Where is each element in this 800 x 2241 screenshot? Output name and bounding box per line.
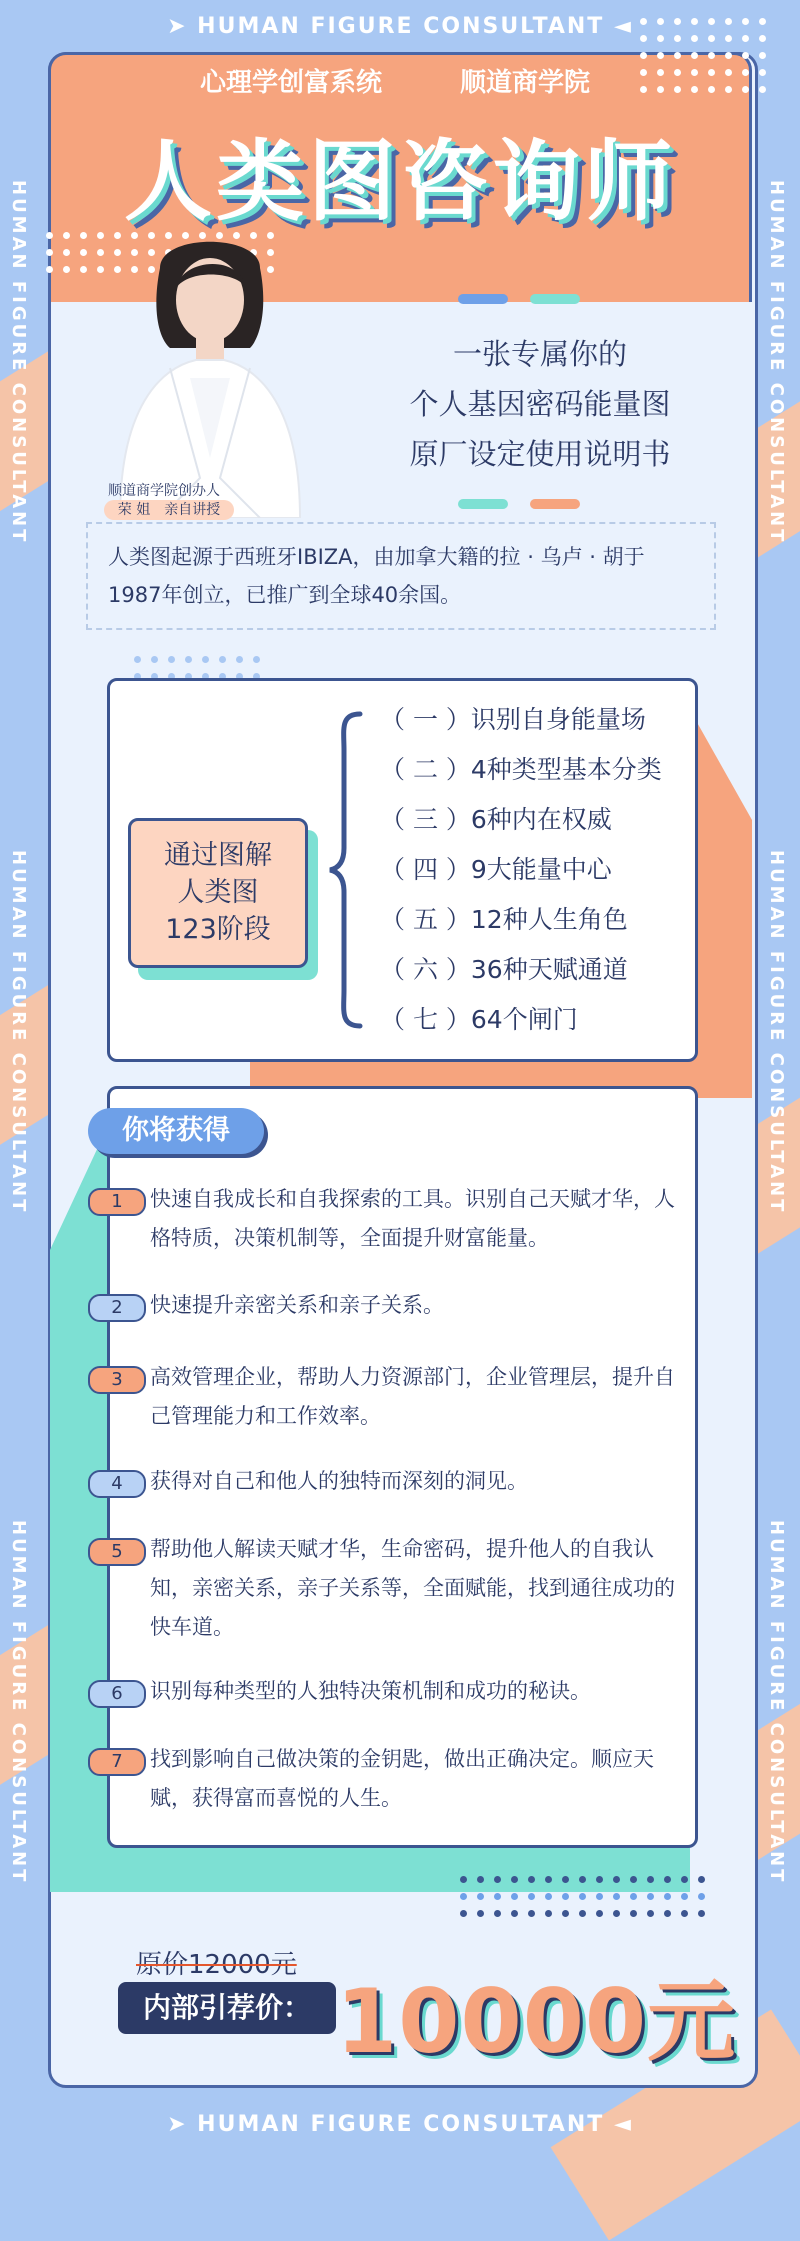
dot [674, 35, 681, 42]
pill-decoration [458, 499, 508, 509]
tagline-line-1: 一张专属你的 [452, 337, 627, 371]
dot [630, 1910, 637, 1917]
dot [528, 1910, 535, 1917]
dot [613, 1893, 620, 1900]
dot [511, 1893, 518, 1900]
dot [691, 69, 698, 76]
dot [562, 1910, 569, 1917]
stage-item-2: （ 二 ）4种类型基本分类 [380, 755, 662, 784]
dot [742, 86, 749, 93]
dot [134, 656, 141, 663]
benefit-number-badge: 7 [88, 1748, 146, 1776]
stages-box-line-1: 通过图解 [164, 840, 272, 871]
side-text-right-2: HUMAN FIGURE CONSULTANT [766, 850, 787, 1215]
side-text-left-1: HUMAN FIGURE CONSULTANT [8, 180, 29, 545]
dot [545, 1876, 552, 1883]
dot [477, 1910, 484, 1917]
dot [742, 35, 749, 42]
dot [545, 1893, 552, 1900]
stage-item-3: （ 三 ）6种内在权威 [380, 805, 612, 834]
dot [640, 52, 647, 59]
stages-box-line-3: 123阶段 [165, 914, 271, 945]
stage-item-7: （ 七 ）64个闸门 [380, 1005, 578, 1034]
dot [698, 1910, 705, 1917]
benefit-item-3: 高效管理企业，帮助人力资源部门，企业管理层，提升自己管理能力和工作效率。 [150, 1365, 675, 1428]
bottom-banner: ➤ HUMAN FIGURE CONSULTANT ◄ [167, 2112, 633, 2137]
presenter-name-badge: 荣 姐 亲自讲授 [104, 500, 234, 520]
dot [613, 1910, 620, 1917]
dot [596, 1893, 603, 1900]
dot [708, 86, 715, 93]
benefit-item-7: 找到影响自己做决策的金钥匙，做出正确决定。顺应天赋，获得富而喜悦的人生。 [150, 1747, 654, 1810]
dot [691, 52, 698, 59]
dot [647, 1876, 654, 1883]
dot [742, 52, 749, 59]
dot [759, 18, 766, 25]
benefit-item-2: 快速提升亲密关系和亲子关系。 [150, 1293, 444, 1317]
presenter-photo [100, 228, 320, 518]
dot [630, 1893, 637, 1900]
dot [460, 1876, 467, 1883]
dot [664, 1893, 671, 1900]
benefit-number-badge: 3 [88, 1366, 146, 1394]
stage-item-6: （ 六 ）36种天赋通道 [380, 955, 628, 984]
dot-grid-decoration [640, 18, 780, 108]
dot [657, 52, 664, 59]
benefit-number-badge: 2 [88, 1294, 146, 1322]
dot [63, 266, 70, 273]
benefit-number-badge: 5 [88, 1538, 146, 1566]
dot [630, 1876, 637, 1883]
dot [759, 69, 766, 76]
dot [681, 1893, 688, 1900]
dot [579, 1893, 586, 1900]
dot [674, 52, 681, 59]
benefit-item-4: 获得对自己和他人的独特而深刻的洞见。 [150, 1469, 528, 1493]
side-text-right-1: HUMAN FIGURE CONSULTANT [766, 180, 787, 545]
benefits-title-tag: 你将获得 [88, 1108, 264, 1154]
dot [691, 35, 698, 42]
dot [708, 69, 715, 76]
dot [494, 1876, 501, 1883]
dot [759, 52, 766, 59]
referral-price-value: 10000元 [336, 1970, 737, 2073]
subtitle-right: 顺道商学院 [460, 68, 591, 98]
dot [460, 1893, 467, 1900]
dot [640, 86, 647, 93]
dot [168, 656, 175, 663]
dot [460, 1910, 467, 1917]
dot [80, 266, 87, 273]
dot [562, 1893, 569, 1900]
dot [664, 1910, 671, 1917]
dot [202, 656, 209, 663]
dot-grid-decoration [460, 1876, 740, 1920]
dot [596, 1876, 603, 1883]
pill-decoration [530, 499, 580, 509]
dot [477, 1876, 484, 1883]
stage-card-shadow [690, 700, 752, 1080]
benefit-number-badge: 1 [88, 1188, 146, 1216]
dot [596, 1910, 603, 1917]
benefit-item-6: 识别每种类型的人独特决策机制和成功的秘诀。 [150, 1679, 591, 1703]
referral-price-label: 内部引荐价： [118, 1982, 336, 2034]
dot [528, 1876, 535, 1883]
dot [725, 35, 732, 42]
presenter-role: 顺道商学院创办人 [108, 483, 220, 499]
dot [725, 18, 732, 25]
dot [579, 1876, 586, 1883]
dot [681, 1876, 688, 1883]
dot [657, 86, 664, 93]
dot [562, 1876, 569, 1883]
benefit-number-badge: 6 [88, 1680, 146, 1708]
pill-decoration [458, 294, 508, 304]
dot [725, 86, 732, 93]
presenter-illustration [100, 228, 320, 518]
dot [657, 69, 664, 76]
dot [528, 1893, 535, 1900]
dot [708, 18, 715, 25]
side-text-right-3: HUMAN FIGURE CONSULTANT [766, 1520, 787, 1885]
stage-item-4: （ 四 ）9大能量中心 [380, 855, 612, 884]
dot [698, 1876, 705, 1883]
dot [681, 1910, 688, 1917]
dot [613, 1876, 620, 1883]
dot [708, 52, 715, 59]
side-text-left-3: HUMAN FIGURE CONSULTANT [8, 1520, 29, 1885]
dot [185, 656, 192, 663]
dot [219, 656, 226, 663]
dot [151, 656, 158, 663]
dot [657, 35, 664, 42]
subtitle-left: 心理学创富系统 [200, 68, 383, 98]
pill-decoration [530, 294, 580, 304]
curly-brace-icon [326, 710, 366, 1030]
stages-box-line-2: 人类图 [177, 877, 259, 908]
dot [236, 656, 243, 663]
dot [579, 1910, 586, 1917]
dot [511, 1910, 518, 1917]
dot [725, 69, 732, 76]
stages-summary-box [128, 818, 308, 968]
page-title: 人类图咨询师 [123, 130, 676, 233]
benefit-item-1: 快速自我成长和自我探索的工具。识别自己天赋才华，人格特质，决策机制等，全面提升财富能量。 [150, 1187, 675, 1250]
dot [477, 1893, 484, 1900]
side-text-left-2: HUMAN FIGURE CONSULTANT [8, 850, 29, 1215]
dot [253, 656, 260, 663]
dot [80, 249, 87, 256]
tagline-line-3: 原厂设定使用说明书 [409, 437, 671, 471]
dot [708, 35, 715, 42]
dot [640, 18, 647, 25]
dot [759, 35, 766, 42]
dot [759, 86, 766, 93]
dot [647, 1893, 654, 1900]
dot [691, 18, 698, 25]
dot [46, 249, 53, 256]
stage-item-1: （ 一 ）识别自身能量场 [380, 705, 646, 734]
intro-text: 人类图起源于西班牙IBIZA，由加拿大籍的拉 · 乌卢 · 胡于1987年创立，已推广到全球40余国。 [86, 522, 716, 630]
dot [647, 1910, 654, 1917]
benefit-item-5: 帮助他人解读天赋才华，生命密码，提升他人的自我认知，亲密关系，亲子关系等，全面赋能，找到通往成功的快车道。 [150, 1537, 675, 1639]
dot [640, 35, 647, 42]
dot [674, 18, 681, 25]
dot [698, 1893, 705, 1900]
dot [511, 1876, 518, 1883]
dot [545, 1910, 552, 1917]
original-price: 原价12000元 [136, 1950, 297, 1980]
dot [494, 1910, 501, 1917]
dot [657, 18, 664, 25]
benefit-number-badge: 4 [88, 1470, 146, 1498]
top-banner: ➤ HUMAN FIGURE CONSULTANT ◄ [167, 14, 633, 39]
dot [742, 69, 749, 76]
dot [63, 249, 70, 256]
dot [664, 1876, 671, 1883]
dot [46, 266, 53, 273]
dot [494, 1893, 501, 1900]
dot [674, 69, 681, 76]
dot [725, 52, 732, 59]
tagline-line-2: 个人基因密码能量图 [409, 387, 671, 421]
dot [640, 69, 647, 76]
dot [691, 86, 698, 93]
stage-item-5: （ 五 ）12种人生角色 [380, 905, 628, 934]
dot [674, 86, 681, 93]
dot [742, 18, 749, 25]
